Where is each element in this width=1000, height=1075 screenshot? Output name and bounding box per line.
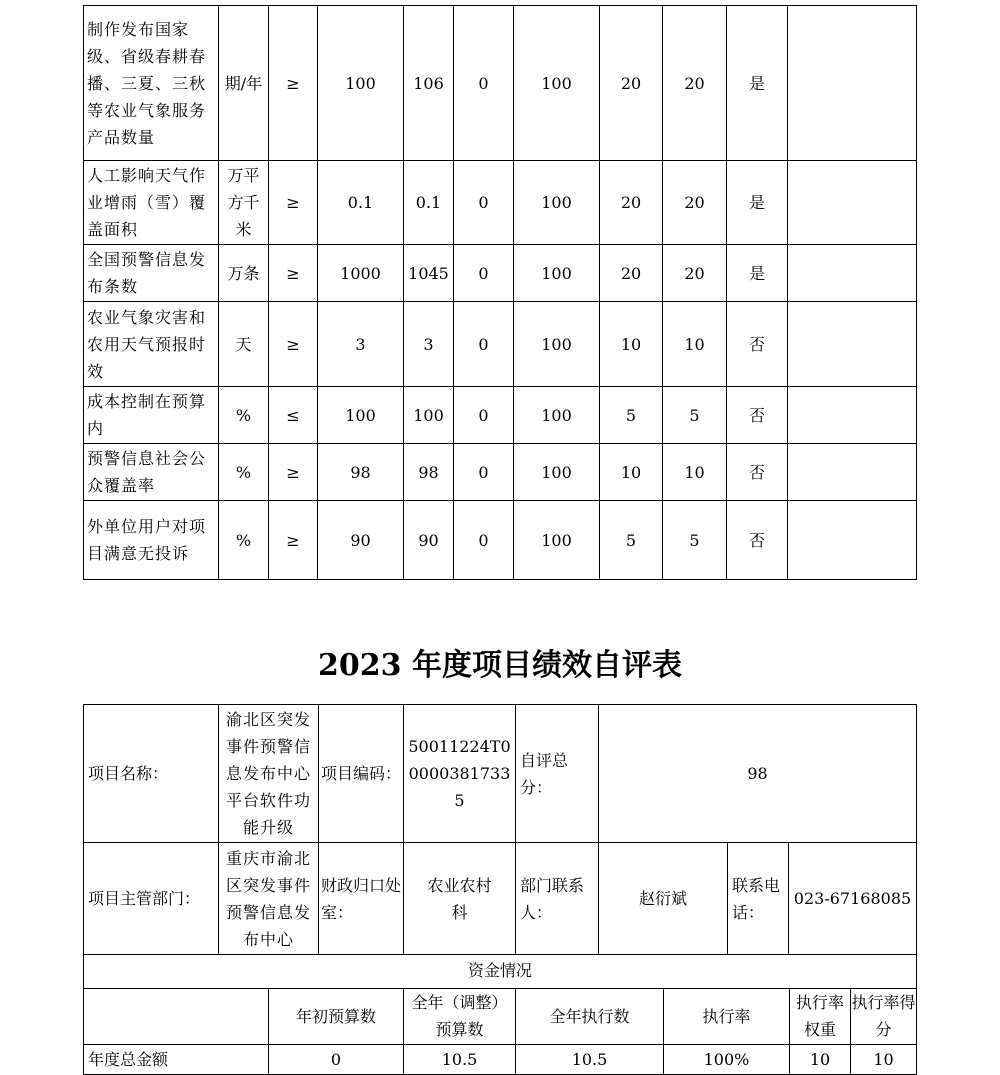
- cell-blank: [788, 387, 917, 444]
- indicator-table: [83, 5, 917, 580]
- cell-unit: 万条: [219, 245, 269, 302]
- cell-c2: 100: [514, 302, 600, 387]
- cell-unit: 期/年: [219, 6, 269, 161]
- finance-value: 农业农村科: [404, 843, 516, 955]
- cell-target: 98: [318, 444, 404, 501]
- cell-op: ≥: [269, 161, 318, 245]
- cell-c1: 0: [454, 302, 514, 387]
- cell-actual: 1045: [404, 245, 454, 302]
- cell-unit: %: [219, 501, 269, 580]
- funds-row-v1: 0: [269, 1044, 404, 1074]
- cell-name: 预警信息社会公众覆盖率: [84, 444, 219, 501]
- cell-target: 3: [318, 302, 404, 387]
- cell-target: 100: [318, 387, 404, 444]
- cell-target: 1000: [318, 245, 404, 302]
- cell-actual: 100: [404, 387, 454, 444]
- funds-row-v5: 10: [790, 1044, 851, 1074]
- cell-flag: 否: [727, 302, 788, 387]
- funds-header-4: 执行率: [664, 988, 790, 1044]
- cell-op: ≥: [269, 444, 318, 501]
- funds-section-label: 资金情况: [84, 954, 917, 988]
- cell-name: 农业气象灾害和农用天气预报时效: [84, 302, 219, 387]
- dept-label: 项目主管部门：: [84, 843, 219, 955]
- table-row: [84, 302, 917, 387]
- cell-name: 全国预警信息发布条数: [84, 245, 219, 302]
- table-row: [84, 6, 917, 161]
- cell-flag: 否: [727, 444, 788, 501]
- cell-name: 外单位用户对项目满意无投诉: [84, 501, 219, 580]
- cell-name: 人工影响天气作业增雨（雪）覆盖面积: [84, 161, 219, 245]
- cell-actual: 98: [404, 444, 454, 501]
- cell-weight: 10: [600, 302, 663, 387]
- project-code-label: 项目编码：: [319, 705, 404, 843]
- cell-blank: [788, 302, 917, 387]
- cell-op: ≤: [269, 387, 318, 444]
- project-code-value: 50011224T000003817335: [404, 705, 516, 843]
- cell-op: ≥: [269, 245, 318, 302]
- cell-name: 制作发布国家级、省级春耕春播、三夏、三秋等农业气象服务产品数量: [84, 6, 219, 161]
- funds-header-6: 执行率得分: [851, 988, 917, 1044]
- cell-weight: 5: [600, 387, 663, 444]
- funds-header-2: 全年（调整）预算数: [404, 988, 516, 1044]
- cell-actual: 106: [404, 6, 454, 161]
- cell-target: 0.1: [318, 161, 404, 245]
- cell-score: 5: [663, 501, 727, 580]
- project-info-table: [83, 704, 917, 843]
- cell-flag: 是: [727, 161, 788, 245]
- project-name-value: 渝北区突发事件预警信息发布中心平台软件功能升级: [219, 705, 319, 843]
- cell-c2: 100: [514, 6, 600, 161]
- phone-value: 023-67168085: [789, 843, 917, 955]
- cell-score: 20: [663, 161, 727, 245]
- cell-weight: 20: [600, 161, 663, 245]
- cell-actual: 3: [404, 302, 454, 387]
- funds-row-label: 年度总金额: [84, 1044, 269, 1074]
- cell-c1: 0: [454, 501, 514, 580]
- cell-c1: 0: [454, 245, 514, 302]
- funds-row-v4: 100%: [664, 1044, 790, 1074]
- cell-score: 10: [663, 302, 727, 387]
- self-score-label: 自评总分：: [516, 705, 599, 843]
- cell-flag: 否: [727, 387, 788, 444]
- dept-value: 重庆市渝北区突发事件预警信息发布中心: [219, 843, 319, 955]
- table-row: [84, 501, 917, 580]
- cell-weight: 20: [600, 6, 663, 161]
- cell-c2: 100: [514, 444, 600, 501]
- contact-value: 赵衍斌: [599, 843, 728, 955]
- dept-row-table: [83, 842, 917, 955]
- cell-blank: [788, 501, 917, 580]
- cell-c2: 100: [514, 161, 600, 245]
- funds-header-3: 全年执行数: [516, 988, 664, 1044]
- cell-op: ≥: [269, 501, 318, 580]
- table-row: [84, 444, 917, 501]
- finance-label: 财政归口处室：: [319, 843, 404, 955]
- contact-label: 部门联系人：: [516, 843, 599, 955]
- cell-unit: 天: [219, 302, 269, 387]
- cell-weight: 20: [600, 245, 663, 302]
- cell-unit: 万平方千米: [219, 161, 269, 245]
- cell-weight: 10: [600, 444, 663, 501]
- cell-c2: 100: [514, 387, 600, 444]
- funds-header-1: 年初预算数: [269, 988, 404, 1044]
- project-name-label: 项目名称：: [84, 705, 219, 843]
- funds-table: [83, 954, 917, 1075]
- cell-target: 100: [318, 6, 404, 161]
- cell-blank: [788, 161, 917, 245]
- cell-c1: 0: [454, 6, 514, 161]
- cell-c2: 100: [514, 245, 600, 302]
- cell-c2: 100: [514, 501, 600, 580]
- funds-row-v3: 10.5: [516, 1044, 664, 1074]
- cell-flag: 是: [727, 6, 788, 161]
- cell-c1: 0: [454, 161, 514, 245]
- table-row: [84, 161, 917, 245]
- cell-score: 20: [663, 245, 727, 302]
- cell-score: 10: [663, 444, 727, 501]
- cell-blank: [788, 6, 917, 161]
- funds-row-v6: 10: [851, 1044, 917, 1074]
- cell-c1: 0: [454, 387, 514, 444]
- cell-score: 20: [663, 6, 727, 161]
- cell-actual: 0.1: [404, 161, 454, 245]
- funds-row-v2: 10.5: [404, 1044, 516, 1074]
- cell-score: 5: [663, 387, 727, 444]
- cell-c1: 0: [454, 444, 514, 501]
- self-score-value: 98: [599, 705, 917, 843]
- cell-flag: 否: [727, 501, 788, 580]
- cell-actual: 90: [404, 501, 454, 580]
- cell-weight: 5: [600, 501, 663, 580]
- funds-header-blank: [84, 988, 269, 1044]
- cell-blank: [788, 444, 917, 501]
- cell-flag: 是: [727, 245, 788, 302]
- phone-label: 联系电话：: [728, 843, 789, 955]
- cell-op: ≥: [269, 302, 318, 387]
- page-title: 2023 年度项目绩效自评表: [318, 648, 682, 683]
- table-row: [84, 245, 917, 302]
- table-row: [84, 387, 917, 444]
- cell-target: 90: [318, 501, 404, 580]
- cell-blank: [788, 245, 917, 302]
- cell-name: 成本控制在预算内: [84, 387, 219, 444]
- cell-unit: %: [219, 444, 269, 501]
- cell-op: ≥: [269, 6, 318, 161]
- funds-header-5: 执行率权重: [790, 988, 851, 1044]
- cell-unit: %: [219, 387, 269, 444]
